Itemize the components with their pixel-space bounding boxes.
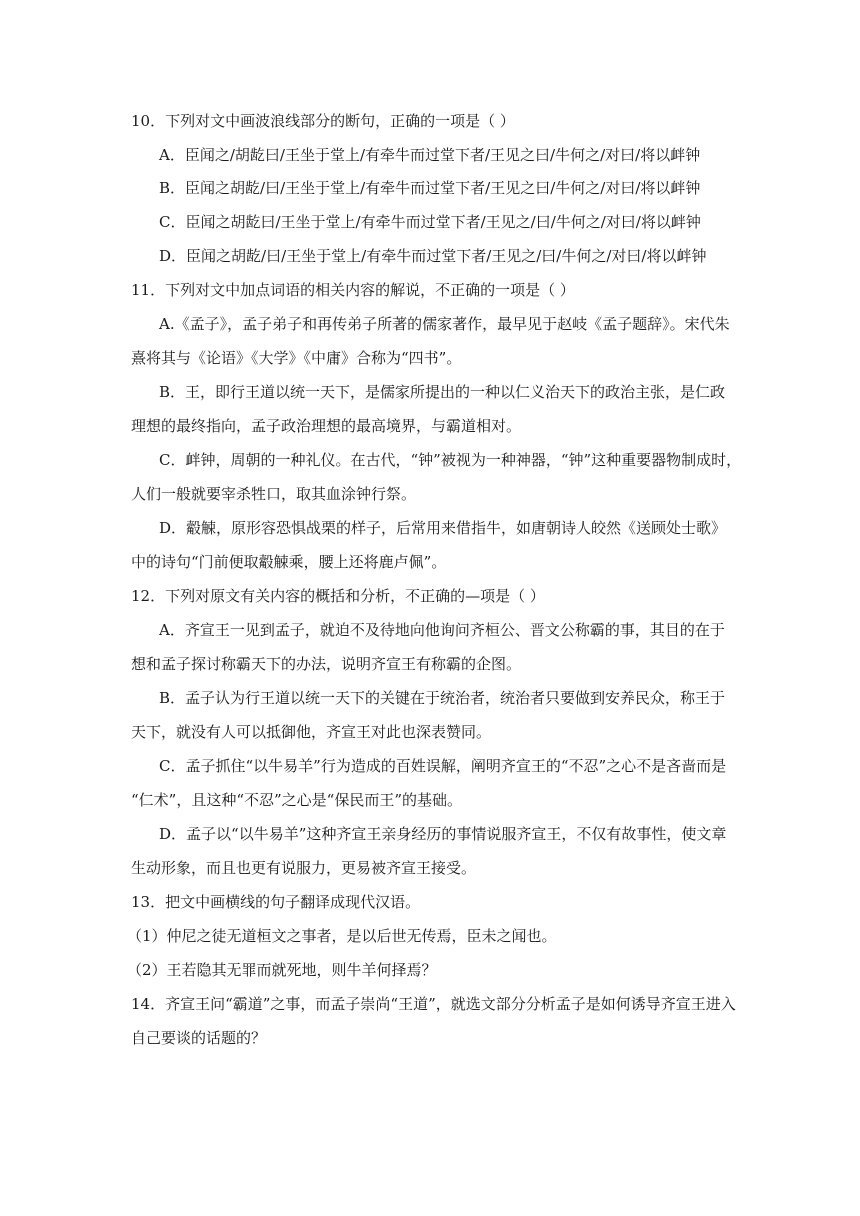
q11-option-c-line1: C．衅钟，周朝的一种礼仪。在古代，“钟”被视为一种神器，“钟”这种重要器物制成时， — [159, 451, 742, 469]
q10-option-d: D．臣闻之胡龁/曰/王坐于堂上/有牵牛而过堂下者/王见之/曰/牛何之/对曰/将以衅钟 — [159, 247, 707, 265]
q12-option-d-line1: D．孟子以“以牛易羊”这种齐宣王亲身经历的事情说服齐宣王，不仅有故事性，使文章 — [159, 825, 727, 843]
q12-stem: 12．下列对原文有关内容的概括和分析，不正确的—项是（ ） — [131, 587, 545, 605]
q11-option-b-line2: 理想的最终指向，孟子政治理想的最高境界，与霸道相对。 — [131, 417, 522, 435]
q12-option-a-line1: A．齐宣王一见到孟子，就迫不及待地向他询问齐桓公、晋文公称霸的事，其目的在于 — [159, 621, 725, 639]
q11-stem: 11．下列对文中加点词语的相关内容的解说，不正确的一项是（ ） — [131, 281, 575, 299]
q12-option-c-line1: C．孟子抓住“以牛易羊”行为造成的百姓误解，阐明齐宣王的“不忍”之心不是吝啬而是 — [159, 757, 727, 775]
q10-option-a: A．臣闻之/胡龁曰/王坐于堂上/有牵牛而过堂下者/王见之曰/牛何之/对曰/将以衅钟 — [159, 146, 701, 164]
q14-stem-line1: 14．齐宣王问“霸道”之事，而孟子崇尚“王道”，就选文部分分析孟子是如何诱导齐宣王进入 — [131, 995, 736, 1013]
q13-sentence-2: （2）王若隐其无罪而就死地，则牛羊何择焉？ — [127, 961, 437, 979]
q13-sentence-1: （1）仲尼之徒无道桓文之事者，是以后世无传焉，臣未之闻也。 — [127, 927, 557, 945]
q13-stem: 13．把文中画横线的句子翻译成现代汉语。 — [131, 893, 421, 911]
q11-option-c-line2: 人们一般就要宰杀牲口，取其血涂钟行祭。 — [131, 485, 417, 503]
q14-stem-line2: 自己要谈的话题的？ — [131, 1029, 267, 1047]
q10-stem: 10．下列对文中画波浪线部分的断句，正确的一项是（ ） — [131, 112, 515, 130]
q12-option-c-line2: “仁术”，且这种“不忍”之心是“保民而王”的基础。 — [131, 791, 463, 809]
q12-option-b-line1: B．孟子认为行王道以统一天下的关键在于统治者，统治者只要做到安养民众，称王于 — [159, 689, 726, 707]
q12-option-b-line2: 天下，就没有人可以抵御他，齐宣王对此也深表赞同。 — [131, 723, 492, 741]
q12-option-d-line2: 生动形象，而且也更有说服力，更易被齐宣王接受。 — [131, 859, 477, 877]
q11-option-d-line1: D．觳觫，原形容恐惧战栗的样子，后常用来借指牛，如唐朝诗人皎然《送顾处士歌》 — [159, 519, 727, 537]
q11-option-a-line2: 熹将其与《论语》《大学》《中庸》合称为“四书”。 — [131, 349, 462, 367]
q11-option-d-line2: 中的诗句“门前便取觳觫乘，腰上还将鹿卢佩”。 — [131, 553, 447, 571]
q10-option-b: B．臣闻之胡龁/曰/王坐于堂上/有牵牛而过堂下者/王见之曰/牛何之/对曰/将以衅钟 — [159, 179, 701, 197]
q11-option-a-line1: A.《孟子》，孟子弟子和再传弟子所著的儒家著作，最早见于赵岐《孟子题辞》。宋代朱 — [159, 315, 730, 333]
q11-option-b-line1: B．王，即行王道以统一天下，是儒家所提出的一种以仁义治天下的政治主张，是仁政 — [159, 383, 726, 401]
q12-option-a-line2: 想和孟子探讨称霸天下的办法，说明齐宣王有称霸的企图。 — [131, 655, 522, 673]
q10-option-c: C．臣闻之胡龁曰/王坐于堂上/有牵牛而过堂下者/王见之/曰/牛何之/对曰/将以衅钟 — [159, 213, 701, 231]
